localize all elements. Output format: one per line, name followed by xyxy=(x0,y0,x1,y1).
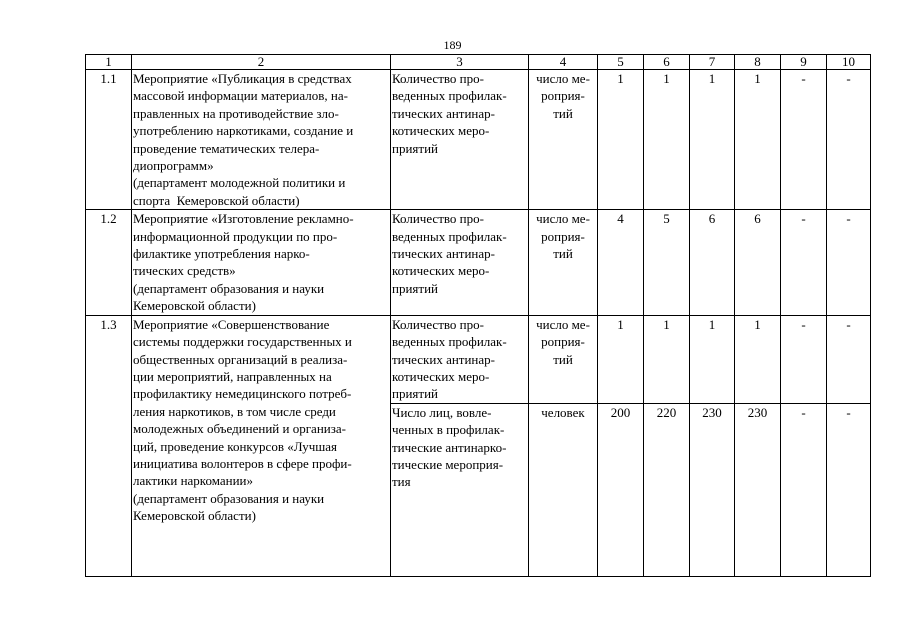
value-cell: - xyxy=(827,210,871,315)
value-cell: 6 xyxy=(690,210,735,315)
value-cell: 1 xyxy=(735,315,781,403)
value-cell: - xyxy=(827,315,871,403)
header-cell: 8 xyxy=(735,55,781,70)
value-cell: 220 xyxy=(644,403,690,576)
indicator-cell: Количество про- веденных профилак- тических антинар- котических меро- приятий xyxy=(391,315,529,403)
row-number: 1.3 xyxy=(86,315,132,576)
event-cell: Мероприятие «Изготовление рекламно- информационной продукции по про- филактике употребления нарко- тических средств» (департамент образования и науки Кемеровской области) xyxy=(132,210,391,315)
header-cell: 5 xyxy=(598,55,644,70)
value-cell: - xyxy=(781,315,827,403)
indicator-cell: Число лиц, вовле- ченных в профилак- тические антинарко- тические мероприя- тия xyxy=(391,403,529,576)
value-cell: 1 xyxy=(690,70,735,210)
value-cell: 1 xyxy=(690,315,735,403)
value-cell: 1 xyxy=(644,315,690,403)
value-cell: 1 xyxy=(735,70,781,210)
row-number: 1.2 xyxy=(86,210,132,315)
unit-cell: человек xyxy=(529,403,598,576)
table-row xyxy=(86,315,871,403)
value-cell: - xyxy=(781,403,827,576)
value-cell: - xyxy=(781,210,827,315)
header-cell: 6 xyxy=(644,55,690,70)
value-cell: 1 xyxy=(598,70,644,210)
unit-cell: число ме- роприя- тий xyxy=(529,70,598,210)
value-cell: 6 xyxy=(735,210,781,315)
value-cell: 4 xyxy=(598,210,644,315)
event-cell: Мероприятие «Совершенствование системы поддержки государственных и общественных организаций в реализа- ции мероприятий, направленных на профилактику немедицинского потреб- ления наркотиков, в том числе среди молодежных объединений и организа- ций, проведение конкурсов «Лучшая инициатива волонтеров в сфере профи- лактики наркомании» (департамент образования и науки Кемеровской области) xyxy=(132,315,391,576)
value-cell: 200 xyxy=(598,403,644,576)
row-number: 1.1 xyxy=(86,70,132,210)
header-cell: 9 xyxy=(781,55,827,70)
unit-cell: число ме- роприя- тий xyxy=(529,210,598,315)
value-cell: 230 xyxy=(690,403,735,576)
header-cell: 3 xyxy=(391,55,529,70)
value-cell: - xyxy=(827,403,871,576)
header-cell: 1 xyxy=(86,55,132,70)
value-cell: 1 xyxy=(598,315,644,403)
value-cell: - xyxy=(781,70,827,210)
program-table xyxy=(85,54,871,577)
value-cell: 5 xyxy=(644,210,690,315)
header-cell: 2 xyxy=(132,55,391,70)
value-cell: 1 xyxy=(644,70,690,210)
event-cell: Мероприятие «Публикация в средствах массовой информации материалов, на- правленных на противодействие зло- употреблению наркотиками, создание и проведение тематических телера- диопрограмм» (департамент молодежной политики и спорта Кемеровской области) xyxy=(132,70,391,210)
value-cell: - xyxy=(827,70,871,210)
table-row xyxy=(86,210,871,315)
header-row xyxy=(86,55,871,70)
indicator-cell: Количество про- веденных профилак- тических антинар- котических меро- приятий xyxy=(391,210,529,315)
header-cell: 4 xyxy=(529,55,598,70)
page-number: 189 xyxy=(443,38,462,52)
header-cell: 10 xyxy=(827,55,871,70)
value-cell: 230 xyxy=(735,403,781,576)
unit-cell: число ме- роприя- тий xyxy=(529,315,598,403)
indicator-cell: Количество про- веденных профилак- тических антинар- котических меро- приятий xyxy=(391,70,529,210)
header-cell: 7 xyxy=(690,55,735,70)
table-row xyxy=(86,70,871,210)
